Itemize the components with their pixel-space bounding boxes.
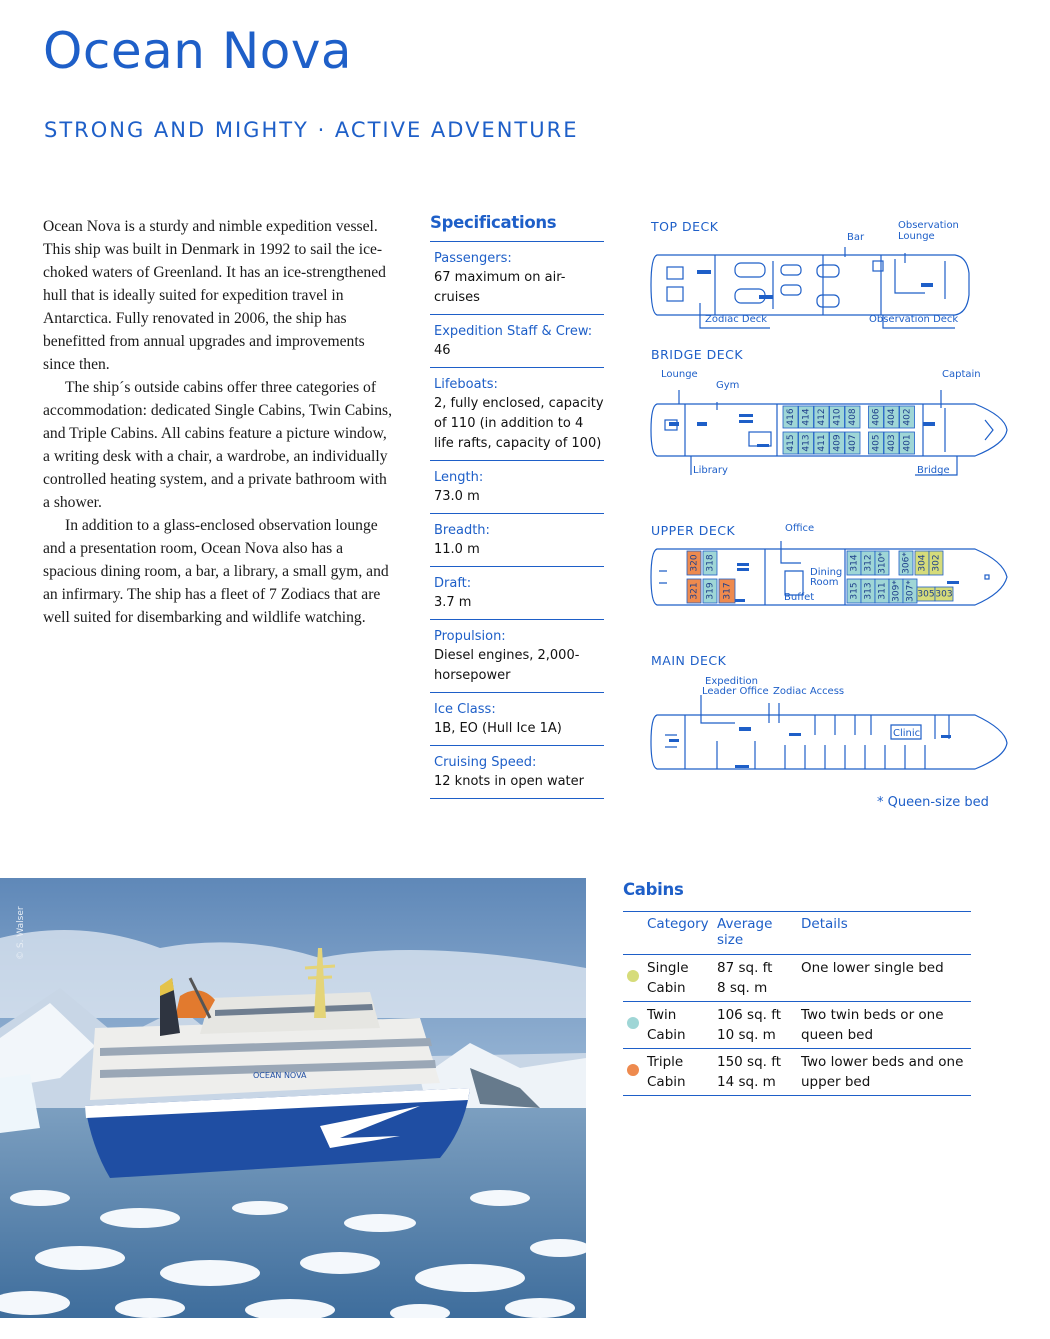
cabin-number: 305 — [917, 589, 935, 600]
cabin-category: Single Cabin — [647, 955, 717, 1002]
size-sq-m: 8 sq. m — [717, 980, 768, 996]
zodiac-access-label: Zodiac Access — [773, 686, 845, 697]
cabin-302-block — [929, 551, 943, 575]
cabins-table — [623, 911, 971, 1096]
cabin-number: 407 — [848, 434, 858, 452]
spec-value: 67 maximum on air-cruises — [434, 270, 566, 305]
spec-breadth — [430, 514, 604, 567]
cabin-number: 307* — [905, 580, 916, 602]
upper-deck-title: UPPER DECK — [651, 523, 736, 538]
cabin-number: 310* — [877, 552, 888, 574]
cabin-412-block — [814, 406, 829, 428]
cabin-number: 306* — [901, 552, 912, 574]
captain-label: Captain — [942, 369, 981, 380]
zodiac-deck-label: Zodiac Deck — [705, 314, 768, 325]
cabin-number: 416 — [786, 408, 796, 426]
cabin-category: Triple Cabin — [647, 1049, 717, 1096]
cabin-number: 412 — [817, 408, 827, 426]
cabin-number: 302 — [931, 554, 942, 572]
dining-room-label: Dining — [810, 567, 843, 578]
cabin-312-block — [861, 551, 875, 575]
spec-value: 73.0 m — [434, 489, 480, 504]
cabin-320-block — [687, 551, 701, 575]
spec-value: 12 knots in open water — [434, 774, 584, 789]
cabins-panel — [623, 880, 971, 1096]
spec-passengers — [430, 242, 604, 315]
lounge-label: Lounge — [661, 369, 698, 380]
cabin-number: 319 — [705, 582, 716, 600]
cabin-313-block — [861, 579, 875, 603]
ship-photo — [0, 878, 586, 1318]
buffet-label: Buffet — [784, 592, 815, 603]
intro-paragraph: In addition to a glass-enclosed observation lounge and a presentation room, Ocean Nova also has a spacious dining room, a bar, a library, a small gym, and an infirmary. The ship has a fleet of 7 Zodiacs that are well suited for disembarking and wildlife watching. — [43, 517, 389, 626]
cabin-details: Two twin beds or one queen bed — [801, 1002, 971, 1049]
top-deck-plan — [645, 243, 1015, 338]
observation-lounge-label: Lounge — [898, 231, 935, 242]
cabin-number: 409 — [832, 434, 843, 452]
cabin-number: 401 — [902, 434, 913, 452]
cabin-number: 313 — [863, 582, 874, 600]
bridge-deck-title: BRIDGE DECK — [651, 347, 744, 362]
cabin-number: 405 — [871, 434, 882, 452]
spec-label: Expedition Staff & Crew: — [434, 324, 593, 339]
cabin-410-block — [830, 406, 845, 428]
cabin-number: 404 — [887, 408, 897, 426]
cabin-317-block — [719, 579, 735, 603]
header-details: Details — [801, 912, 971, 955]
spec-label: Length: — [434, 470, 484, 485]
cabin-408-block — [845, 406, 860, 428]
twin-cabin-color-dot — [627, 1017, 639, 1029]
spec-label: Lifeboats: — [434, 377, 498, 392]
top-deck-title: TOP DECK — [651, 219, 719, 234]
spec-label: Propulsion: — [434, 629, 506, 644]
intro-paragraph: Ocean Nova is a sturdy and nimble expedition vessel. This ship was built in Denmark in 1992 to sail the ice-choked waters of Greenland. It has an ice-strengthened hull that is ideally suited for expedition travel in Antarctica. Fully renovated in 2006, the ship has benefitted from annual upgrades and improvements since then. — [43, 218, 386, 373]
size-sq-m: 14 sq. m — [717, 1074, 776, 1090]
spec-staff-crew — [430, 315, 604, 368]
cabin-details: One lower single bed — [801, 955, 971, 1002]
cabin-318-block — [703, 551, 717, 575]
cabin-416-block — [783, 406, 798, 428]
table-row — [623, 1049, 971, 1096]
spec-label: Breadth: — [434, 523, 490, 538]
cabin-number: 311 — [877, 582, 888, 600]
spec-draft — [430, 567, 604, 620]
main-deck-plan — [645, 695, 1015, 785]
cabin-number: 411 — [817, 434, 827, 452]
single-cabin-color-dot — [627, 970, 639, 982]
triple-cabin-color-dot — [627, 1064, 639, 1076]
cabins-heading: Cabins — [623, 880, 684, 899]
spec-cruising-speed — [430, 746, 604, 799]
intro-text — [43, 215, 393, 629]
header-category: Category — [647, 912, 717, 955]
spec-value: 2, fully enclosed, capacity of 110 (in addition to 4 life rafts, capacity of 100) — [434, 396, 604, 451]
spec-value: Diesel engines, 2,000-horsepower — [434, 648, 580, 683]
cabin-size — [717, 955, 801, 1002]
spec-label: Ice Class: — [434, 702, 496, 717]
spec-value: 1B, EO (Hull Ice 1A) — [434, 721, 562, 736]
cabin-415-block — [783, 432, 798, 454]
photo-credit: © S. Walser — [16, 906, 26, 960]
cabin-details: Two lower beds and one upper bed — [801, 1049, 971, 1096]
cabin-number: 315 — [849, 582, 860, 600]
cabin-number: 312 — [863, 554, 874, 572]
deck-plans — [645, 215, 1015, 815]
size-sq-ft: 106 sq. ft — [717, 1007, 782, 1023]
cabin-315-block — [847, 579, 861, 603]
spec-label: Cruising Speed: — [434, 755, 537, 770]
cabin-number: 413 — [801, 434, 812, 452]
main-deck-title: MAIN DECK — [651, 653, 727, 668]
cabin-404-block — [884, 406, 899, 428]
spec-label: Passengers: — [434, 251, 512, 266]
spec-length — [430, 461, 604, 514]
cabin-319-block — [703, 579, 717, 603]
cabin-number: 408 — [848, 408, 858, 426]
cabin-402-block — [900, 406, 915, 428]
cabin-303-block — [935, 587, 953, 601]
queen-size-bed-footnote: * Queen-size bed — [877, 795, 989, 810]
ship-photo-illustration — [0, 878, 586, 1318]
bar-label: Bar — [847, 232, 865, 243]
cabin-307-block — [903, 579, 917, 603]
cabin-305-block — [917, 587, 935, 601]
expedition-leader-office-label: Expedition — [705, 676, 759, 687]
cabin-size — [717, 1049, 801, 1096]
gym-label: Gym — [716, 380, 740, 391]
cabin-number: 309* — [891, 580, 902, 602]
cabin-309-block — [889, 579, 903, 603]
cabin-403-block — [884, 432, 899, 454]
cabin-409-block — [830, 432, 845, 454]
cabin-314-block — [847, 551, 861, 575]
header-average-size: Average size — [717, 912, 801, 955]
office-label: Office — [785, 523, 815, 534]
cabin-size — [717, 1002, 801, 1049]
page-subtitle: STRONG AND MIGHTY · ACTIVE ADVENTURE — [44, 118, 579, 142]
table-header-row — [623, 912, 971, 955]
observation-deck-label: Observation Deck — [869, 314, 959, 325]
header-blank — [623, 912, 647, 955]
dining-room-label: Room — [810, 577, 839, 588]
upper-deck-cabins — [645, 535, 1015, 615]
page-title: Ocean Nova — [43, 22, 353, 80]
cabin-number: 314 — [849, 554, 860, 572]
library-label: Library — [693, 465, 728, 476]
cabin-number: 410 — [832, 408, 843, 426]
cabin-311-block — [875, 579, 889, 603]
spec-value: 11.0 m — [434, 542, 480, 557]
cabin-401-block — [900, 432, 915, 454]
cabin-414-block — [799, 406, 814, 428]
cabin-category: Twin Cabin — [647, 1002, 717, 1049]
spec-value: 3.7 m — [434, 595, 472, 610]
table-row — [623, 955, 971, 1002]
clinic-label: Clinic — [893, 728, 921, 739]
ship-name-label: OCEAN NOVA — [253, 1071, 307, 1080]
bridge-label: Bridge — [917, 465, 950, 476]
cabin-number: 317 — [722, 582, 733, 600]
cabin-number: 403 — [887, 434, 897, 452]
cabin-number: 321 — [689, 582, 700, 600]
cabin-413-block — [799, 432, 814, 454]
spec-value: 46 — [434, 343, 451, 358]
cabin-number: 318 — [705, 554, 716, 572]
cabin-406-block — [869, 406, 884, 428]
spec-propulsion — [430, 620, 604, 693]
observation-lounge-label: Observation — [898, 220, 959, 231]
expedition-leader-office-label: Leader Office — [702, 686, 769, 697]
cabin-number: 304 — [917, 554, 928, 572]
table-row — [623, 1002, 971, 1049]
cabin-number: 415 — [786, 434, 796, 452]
cabin-306-block — [899, 551, 913, 575]
cabin-411-block — [814, 432, 829, 454]
cabin-407-block — [845, 432, 860, 454]
bridge-deck-cabins — [645, 380, 1015, 480]
cabin-number: 303 — [935, 589, 953, 600]
intro-paragraph: The ship´s outside cabins offer three categories of accommodation: dedicated Single Cabins, Twin Cabins, and Triple Cabins. All cabins feature a picture window, a writing desk with a chair, a wardrobe, an individually controlled heating system, and a private bathroom with a shower. — [43, 379, 392, 511]
size-sq-ft: 150 sq. ft — [717, 1054, 782, 1070]
size-sq-ft: 87 sq. ft — [717, 960, 773, 976]
cabin-number: 414 — [801, 408, 812, 426]
cabin-number: 320 — [689, 554, 700, 572]
spec-lifeboats — [430, 368, 604, 461]
cabin-number: 402 — [902, 408, 913, 426]
size-sq-m: 10 sq. m — [717, 1027, 776, 1043]
cabin-number: 406 — [871, 408, 882, 426]
spec-label: Draft: — [434, 576, 472, 591]
cabin-310-block — [875, 551, 889, 575]
cabin-321-block — [687, 579, 701, 603]
cabin-304-block — [915, 551, 929, 575]
specifications-panel — [430, 213, 604, 799]
specifications-heading: Specifications — [430, 213, 604, 242]
cabin-405-block — [869, 432, 884, 454]
spec-ice-class — [430, 693, 604, 746]
